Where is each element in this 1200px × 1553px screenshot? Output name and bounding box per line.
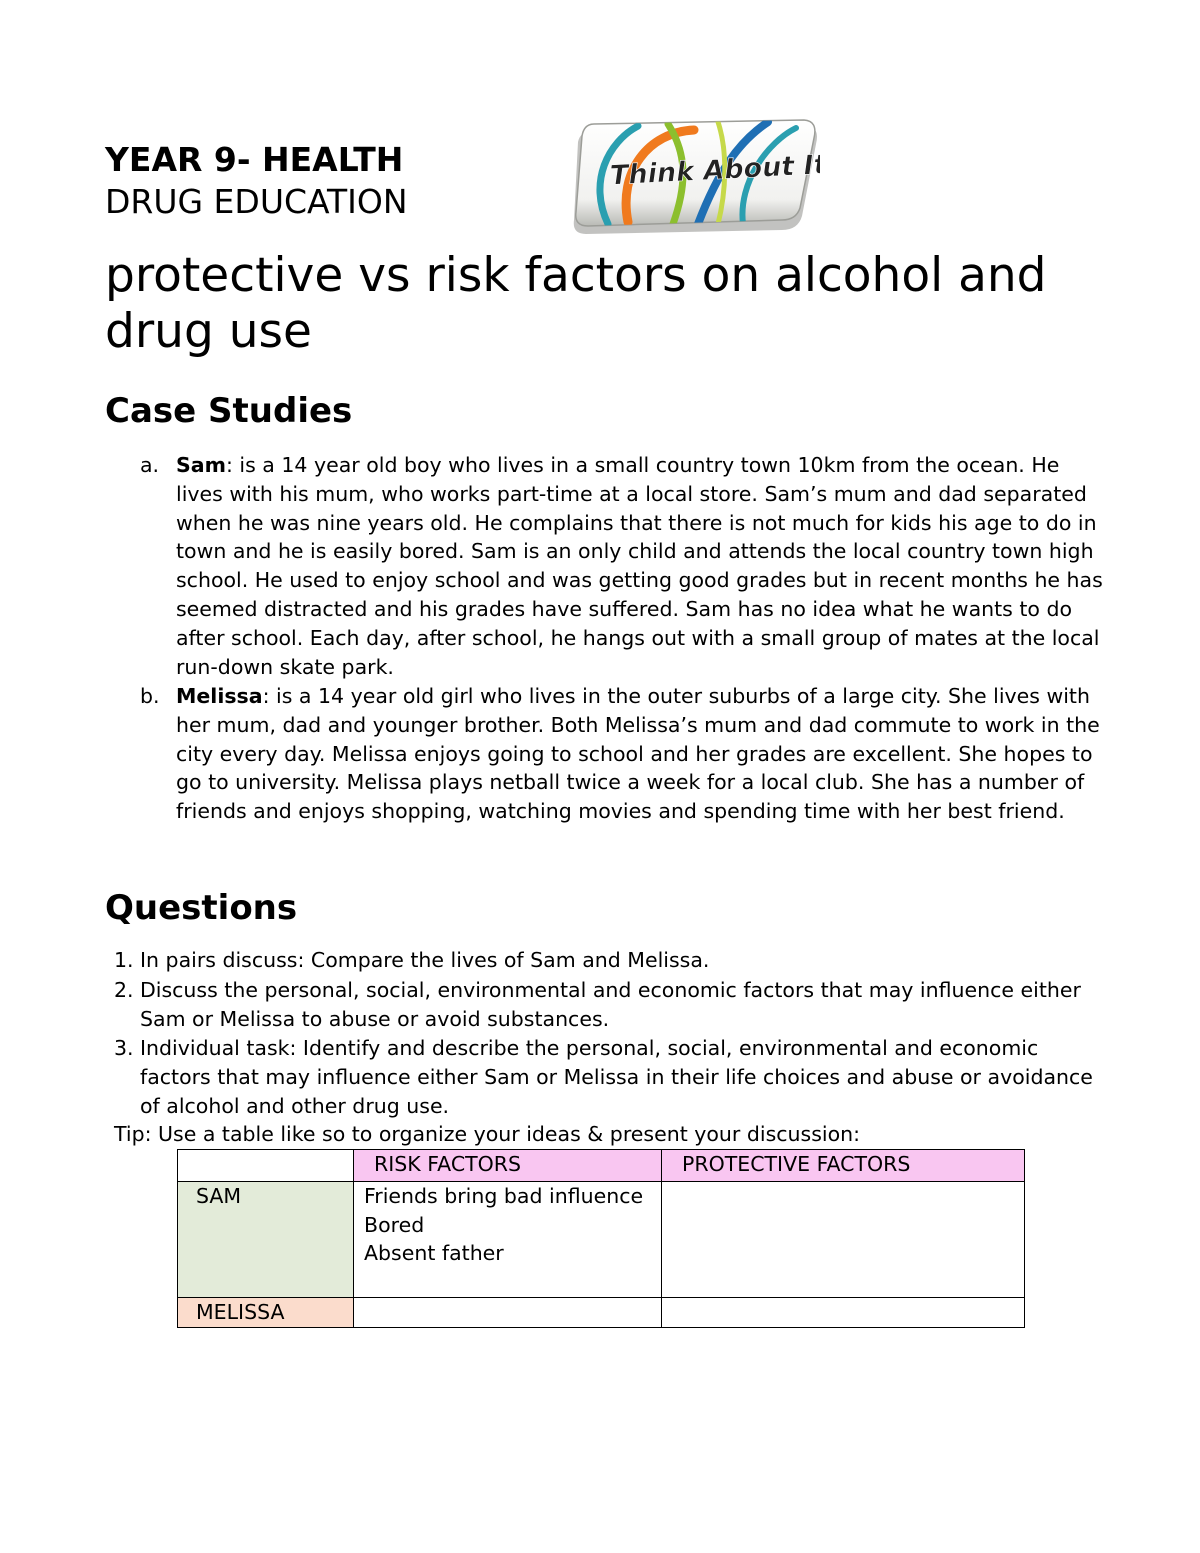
table-header-row: [178, 1150, 1025, 1182]
table-row: [178, 1298, 1025, 1328]
risk-factor-item: Bored: [364, 1212, 425, 1237]
table-row: [178, 1182, 1025, 1298]
case-study-sam: [176, 451, 1106, 681]
questions-heading: Questions: [105, 888, 298, 928]
think-about-it-logo: [568, 112, 820, 236]
row-label-melissa: MELISSA: [178, 1298, 354, 1328]
case-study-melissa: [176, 682, 1106, 826]
question-number: 2.: [114, 978, 134, 1002]
logo-text: Think About It: [609, 149, 820, 192]
case-studies-heading: Case Studies: [105, 391, 353, 431]
risk-factor-item: Friends bring bad influence: [364, 1184, 644, 1208]
question-text: Discuss the personal, social, environmental and economic factors that may influence either Sam or Melissa to abuse or avoid substances.: [140, 978, 1081, 1031]
table-header-cell: PROTECTIVE FACTORS: [662, 1150, 1025, 1182]
case-name: Melissa: [176, 684, 263, 708]
case-name: Sam: [176, 453, 226, 477]
question-number: 3.: [114, 1036, 134, 1060]
table-header-cell: [178, 1150, 354, 1182]
page-title: YEAR 9- HEALTH: [105, 140, 404, 179]
main-heading: protective vs risk factors on alcohol and drug use: [105, 248, 1047, 359]
case-description: : is a 14 year old girl who lives in the outer suburbs of a large city. She lives with her mum, dad and younger brother. Both Melissa’s mum and dad commute to work in the city every day. Melissa enjoys going to school and her grades are excellent. She hopes to go to university. Melissa plays netball twice a week for a local club. She has a number of friends and enjoys shopping, watching movies and spending time with her best friend.: [176, 684, 1100, 824]
factors-table: [177, 1149, 1025, 1328]
risk-factor-item: Absent father: [364, 1241, 504, 1266]
question-text: Individual task: Identify and describe the personal, social, environmental and economic factors that may influence either Sam or Melissa in their life choices and abuse or avoidance of alcohol and other drug use.: [140, 1036, 1093, 1118]
tip-text: Tip: Use a table like so to organize your ideas & present your discussion:: [114, 1122, 861, 1146]
case-marker: b.: [140, 684, 160, 708]
question-text: In pairs discuss: Compare the lives of Sam and Melissa.: [140, 948, 710, 972]
risk-factors-cell: [354, 1298, 662, 1328]
case-marker: a.: [140, 453, 160, 477]
row-label-sam: SAM: [178, 1182, 354, 1298]
protective-factors-cell: [662, 1298, 1025, 1328]
case-description: : is a 14 year old boy who lives in a small country town 10km from the ocean. He lives with his mum, who works part-time at a local store. Sam’s mum and dad separated when he was nine years old. He complains that there is not much for kids his age to do in town and he is easily bored. Sam is an only child and attends the local country town high school. He used to enjoy school and was getting good grades but in recent months he has seemed distracted and his grades have suffered. Sam has no idea what he wants to do after school. Each day, after school, he hangs out with a small group of mates at the local run-down skate park.: [176, 453, 1103, 679]
question-number: 1.: [114, 948, 134, 972]
risk-factors-cell: [354, 1182, 662, 1298]
protective-factors-cell: [662, 1182, 1025, 1298]
page-subtitle: DRUG EDUCATION: [105, 182, 408, 221]
table-header-cell: RISK FACTORS: [354, 1150, 662, 1182]
